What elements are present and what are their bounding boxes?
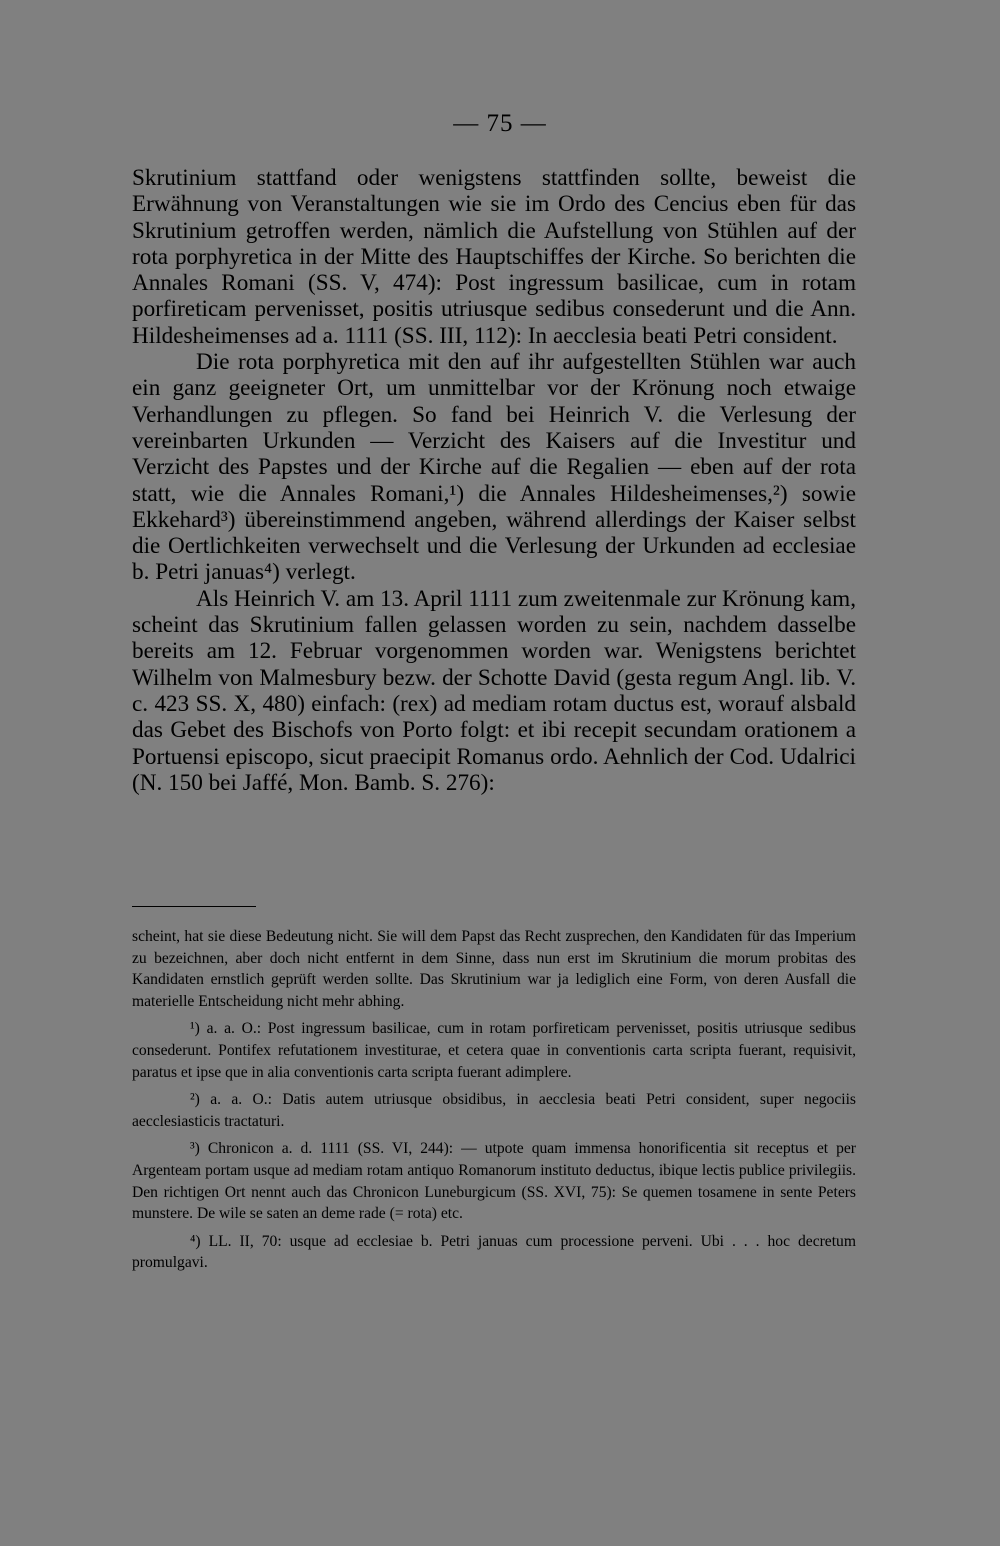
footnote-mark: ¹)	[190, 1020, 200, 1038]
footnote-mark: ²)	[190, 1091, 200, 1109]
paragraph: Als Heinrich V. am 13. April 1111 zum zweitenmale zur Krönung kam, scheint das Skrutinium fallen gelassen worden zu sein, nachdem dasselbe bereits am 12. Februar vorgenommen worden war. Wenigstens berichtet Wilhelm von Malmesbury bezw. der Schotte David (gesta regum Angl. lib. V. c. 423 SS. X, 480) einfach: (rex) ad mediam rotam ductus est, worauf alsbald das Gebet des Bischofs von Porto folgt: et ibi recepit secundam orationem a Portuensi episcopo, sicut praecipit Romanus ordo. Aehnlich der Cod. Udalrici (N. 150 bei Jaffé, Mon. Bamb. S. 276):	[132, 585, 856, 796]
footnote-mark: ³)	[190, 1140, 200, 1158]
footnote-mark: ⁴)	[190, 1232, 201, 1250]
footnote-continuation: scheint, hat sie diese Bedeutung nicht. Sie will dem Papst das Recht zusprechen, den Kandidaten für das Imperium zu bezeichnen, aber doch nicht entfernt in dem Sinne, dass nun erst im Skrutinium die morum probitas des Kandidaten ernstlich geprüft werden sollte. Das Skrutinium war ja lediglich eine Form, von deren Ausfall die materielle Entscheidung nicht mehr abhing.	[132, 928, 856, 1010]
footnote-text: LL. II, 70: usque ad ecclesiae b. Petri januas cum processione perveni. Ubi . . . hoc decretum promulgavi.	[132, 1232, 856, 1272]
paragraph: Die rota porphyretica mit den auf ihr aufgestellten Stühlen war auch ein ganz geeigneter Ort, um unmittelbar vor der Krönung noch etwaige Verhandlungen zu pflegen. So fand bei Heinrich V. die Verlesung der vereinbarten Urkunden — Verzicht des Kaisers auf die Investitur und Verzicht des Papstes und der Kirche auf die Regalien — eben auf der rota statt, wie die Annales Romani,¹) die Annales Hildesheimenses,²) sowie Ekkehard³) übereinstimmend angeben, während allerdings der Kaiser selbst die Oertlichkeiten verwechselt und die Verlesung der Urkunden ad ecclesiae b. Petri januas⁴) verlegt.	[132, 349, 856, 586]
paragraph: Skrutinium stattfand oder wenigstens stattfinden sollte, beweist die Erwähnung von Veranstaltungen wie sie im Ordo des Cencius eben für das Skrutinium getroffen werden, nämlich die Aufstellung von Stühlen auf der rota porphyretica in der Mitte des Hauptschiffes der Kirche. So berichten die Annales Romani (SS. V, 474): Post ingressum basilicae, cum in rotam porfireticam pervenisset, positis utriusque sedibus consederunt und die Ann. Hildesheimenses ad a. 1111 (SS. III, 112): In aecclesia beati Petri consident.	[132, 165, 856, 349]
footnote-4	[132, 1231, 856, 1274]
footnote-3	[132, 1138, 856, 1224]
footnote-text: Chronicon a. d. 1111 (SS. VI, 244): — utpote quam immensa honorificentia sit receptus et per Argenteam portam usque ad mediam rotam antiquo Romanorum instituto deductus, ibique lectis publice privilegiis. Den richtigen Ort nennt auch das Chronicon Luneburgicum (SS. XVI, 75): Se quemen tosamene in sente Peters munstere. De wile se saten an deme rade (= rota) etc.	[132, 1140, 856, 1223]
footnote-2	[132, 1089, 856, 1132]
footnotes	[132, 926, 856, 1274]
footnote-text: a. a. O.: Post ingressum basilicae, cum in rotam porfireticam pervenisset, positis utriusque sedibus consederunt. Pontifex refutationem investiturae, et cetera quae in conventionis carta scripta fuerant, requisivit, paratus et ipse que in alia conventionis carta scripta fuerant adimplere.	[132, 1020, 856, 1081]
main-text	[132, 165, 856, 796]
footnote-separator	[132, 906, 256, 907]
footnote-text: a. a. O.: Datis autem utriusque obsidibus, in aecclesia beati Petri consident, super negociis aecclesiasticis tractaturi.	[132, 1091, 856, 1130]
footnote-1	[132, 1018, 856, 1083]
page-number: — 75 —	[453, 110, 547, 137]
